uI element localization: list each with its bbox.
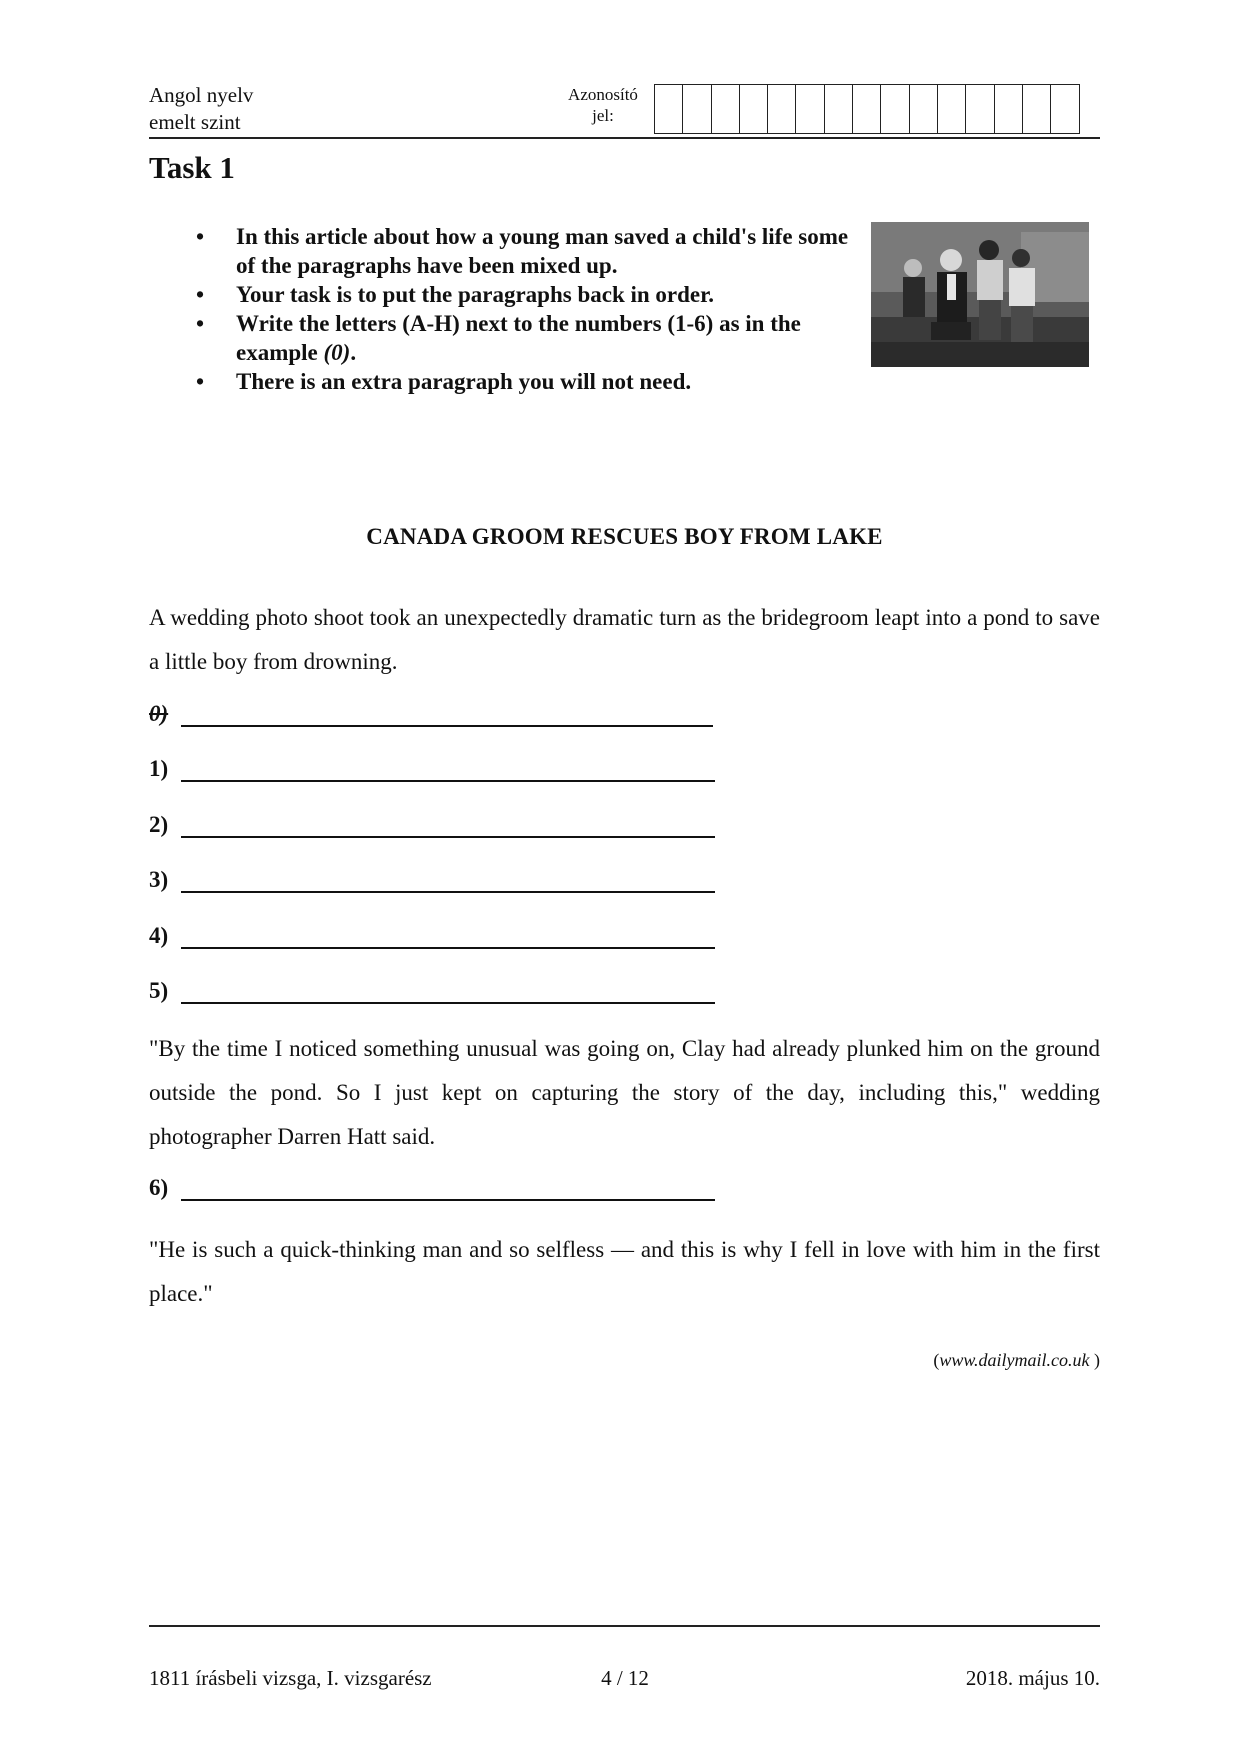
example-label: 0) bbox=[149, 701, 169, 726]
source-open: ( bbox=[933, 1350, 940, 1370]
bullet-icon: • bbox=[196, 282, 205, 307]
id-label-line2: jel: bbox=[592, 106, 614, 125]
id-digit-box[interactable] bbox=[853, 85, 881, 133]
answer-line[interactable] bbox=[181, 756, 715, 782]
id-boxes[interactable] bbox=[654, 84, 1080, 134]
answer-blank-1[interactable] bbox=[149, 750, 715, 782]
id-digit-box[interactable] bbox=[1023, 85, 1051, 133]
answer-blank-2[interactable] bbox=[149, 806, 715, 838]
id-digit-box[interactable] bbox=[938, 85, 966, 133]
header-divider bbox=[149, 137, 1100, 139]
id-digit-box[interactable] bbox=[995, 85, 1023, 133]
bullet-icon: • bbox=[196, 224, 205, 249]
answer-blank-6[interactable] bbox=[149, 1169, 715, 1201]
instruction-text: There is an extra paragraph you will not need. bbox=[236, 369, 692, 394]
exam-date: 2018. május 10. bbox=[965, 1666, 1100, 1690]
answer-blank-3[interactable] bbox=[149, 861, 715, 893]
instruction-item bbox=[196, 222, 856, 280]
article-intro: A wedding photo shoot took an unexpectedly dramatic turn as the bridegroom leapt into a pond to save a little boy from drowning. bbox=[149, 605, 1100, 674]
id-label-line1: Azonosító bbox=[568, 85, 638, 104]
id-digit-box[interactable] bbox=[881, 85, 909, 133]
id-digit-box[interactable] bbox=[1051, 85, 1079, 133]
bullet-icon: • bbox=[196, 311, 205, 336]
blank-label: 5) bbox=[149, 978, 169, 1003]
subject-level: emelt szint bbox=[149, 110, 241, 134]
header-subject bbox=[149, 82, 253, 136]
answer-line[interactable] bbox=[181, 978, 715, 1004]
answer-line[interactable] bbox=[181, 1175, 715, 1201]
example-answer-line bbox=[181, 701, 713, 727]
source-site: www.dailymail.co.uk bbox=[939, 1350, 1090, 1370]
footer-divider bbox=[149, 1625, 1100, 1627]
answer-line[interactable] bbox=[181, 867, 715, 893]
bride-quote: "He is such a quick-thinking man and so selfless — and this is why I fell in love with him in the first place." bbox=[149, 1237, 1100, 1306]
instruction-text: In this article about how a young man saved a child's life some of the paragraphs have been mixed up. bbox=[236, 224, 849, 278]
id-digit-box[interactable] bbox=[740, 85, 768, 133]
id-digit-box[interactable] bbox=[825, 85, 853, 133]
photo-of-groom-and-children bbox=[871, 222, 1089, 367]
blank-label: 2) bbox=[149, 812, 169, 837]
answer-line[interactable] bbox=[181, 923, 715, 949]
instruction-item bbox=[196, 367, 856, 396]
footer-exam-info: 1811 írásbeli vizsga, I. vizsgarész bbox=[149, 1666, 432, 1690]
blank-label: 3) bbox=[149, 867, 169, 892]
answer-blank-5[interactable] bbox=[149, 972, 715, 1004]
answer-blank-4[interactable] bbox=[149, 917, 715, 949]
blank-label: 6) bbox=[149, 1175, 169, 1200]
id-digit-box[interactable] bbox=[683, 85, 711, 133]
id-digit-box[interactable] bbox=[768, 85, 796, 133]
id-digit-box[interactable] bbox=[655, 85, 683, 133]
blank-label: 1) bbox=[149, 756, 169, 781]
answer-line[interactable] bbox=[181, 812, 715, 838]
id-label bbox=[555, 84, 651, 126]
instruction-item: • Write the letters (A-H) next to the numbers (1-6) as in the example (0). bbox=[196, 311, 801, 365]
instruction-text: Write the letters (A-H) next to the numbers (1-6) as in the example bbox=[236, 311, 801, 365]
source-citation bbox=[933, 1350, 1100, 1371]
subject-name: Angol nyelv bbox=[149, 83, 254, 107]
blank-label: 4) bbox=[149, 923, 169, 948]
task-title: Task 1 bbox=[149, 150, 235, 185]
bullet-icon: • bbox=[196, 369, 205, 394]
source-close: ) bbox=[1089, 1350, 1100, 1370]
instruction-item bbox=[196, 280, 856, 309]
example-ref: (0) bbox=[323, 340, 351, 365]
id-digit-box[interactable] bbox=[966, 85, 994, 133]
example-blank bbox=[149, 695, 713, 727]
photographer-quote: "By the time I noticed something unusual was going on, Clay had already plunked him on the ground outside the pond. So I just kept on capturing the story of the day, including this," wedding photographer Darren Hatt said. bbox=[149, 1036, 1100, 1149]
instructions-list bbox=[196, 222, 856, 396]
id-digit-box[interactable] bbox=[910, 85, 938, 133]
article-title: CANADA GROOM RESCUES BOY FROM LAKE bbox=[366, 524, 883, 549]
instruction-text: Your task is to put the paragraphs back in order. bbox=[236, 282, 714, 307]
id-digit-box[interactable] bbox=[796, 85, 824, 133]
id-digit-box[interactable] bbox=[712, 85, 740, 133]
page-number: 4 / 12 bbox=[601, 1666, 649, 1690]
